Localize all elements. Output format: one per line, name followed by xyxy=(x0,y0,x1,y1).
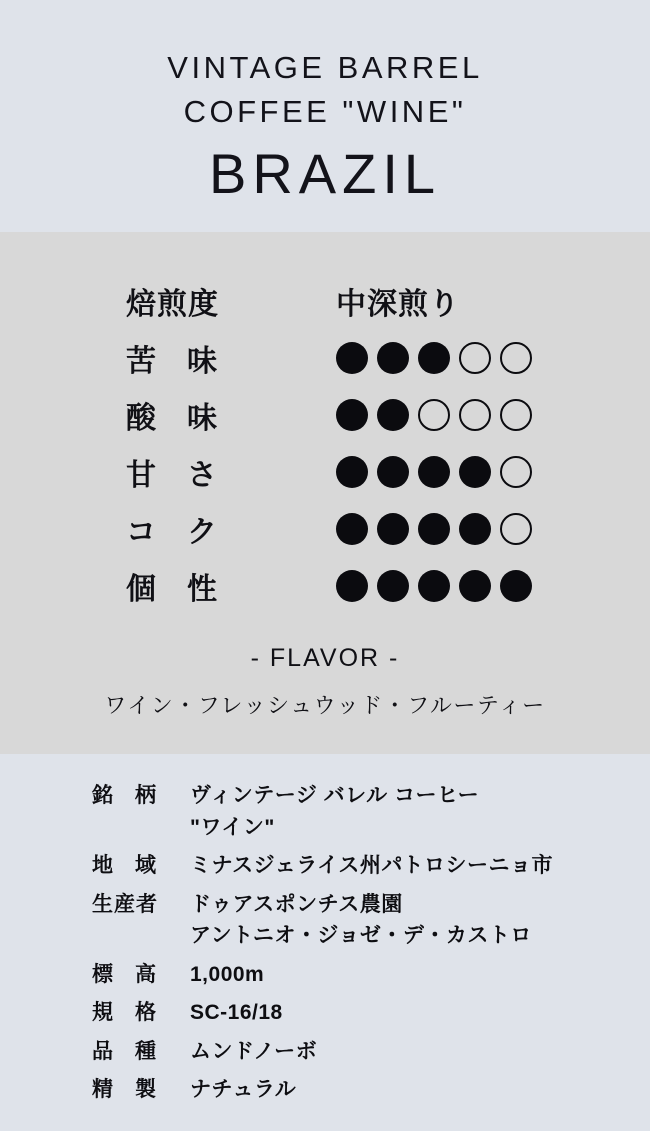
rating-dots xyxy=(336,570,532,602)
rating-dot-filled xyxy=(336,456,368,488)
rating-dot-empty xyxy=(500,513,532,545)
origin-title: BRAZIL xyxy=(208,142,442,206)
spec-label-char-b: 味 xyxy=(187,401,218,435)
detail-row xyxy=(92,1074,553,1113)
spec-rating xyxy=(336,443,532,500)
detail-label xyxy=(92,1036,188,1075)
spec-rating xyxy=(336,386,532,443)
detail-label xyxy=(92,959,188,998)
rating-dot-empty xyxy=(500,399,532,431)
rating-dots xyxy=(336,399,532,431)
spec-label xyxy=(118,557,336,614)
detail-value-line1: 1,000m xyxy=(190,962,265,986)
roast-level-text: 中深煎り xyxy=(336,287,460,321)
details-table xyxy=(92,780,553,1113)
detail-label xyxy=(92,780,188,850)
rating-dot-filled xyxy=(418,513,450,545)
detail-value xyxy=(188,1074,553,1113)
detail-value xyxy=(188,997,553,1036)
rating-dot-filled xyxy=(377,342,409,374)
detail-value-line1: SC-16/18 xyxy=(190,1001,283,1025)
detail-value-line2: アントニオ・ジョゼ・デ・カストロ xyxy=(190,924,532,948)
spec-row xyxy=(118,500,532,557)
detail-label-b: 域 xyxy=(135,854,157,878)
rating-dot-filled xyxy=(377,570,409,602)
details-section xyxy=(0,754,650,1131)
rating-dot-empty xyxy=(500,456,532,488)
rating-dot-filled xyxy=(418,570,450,602)
detail-label-a: 地 xyxy=(92,854,114,878)
product-title-line2: COFFEE "WINE" xyxy=(183,94,467,130)
flavor-notes: ワイン・フレッシュウッド・フルーティー xyxy=(104,693,546,719)
rating-dot-empty xyxy=(418,399,450,431)
rating-dot-filled xyxy=(377,513,409,545)
spec-label-char-a: 個 xyxy=(126,572,157,606)
rating-dot-filled xyxy=(418,456,450,488)
rating-dot-filled xyxy=(418,342,450,374)
detail-label-a: 品 xyxy=(92,1039,114,1063)
detail-row xyxy=(92,780,553,850)
spec-label-char-b: 性 xyxy=(187,572,218,606)
detail-label-a: 銘 xyxy=(92,784,114,808)
detail-value xyxy=(188,959,553,998)
detail-row xyxy=(92,997,553,1036)
rating-dot-filled xyxy=(500,570,532,602)
detail-value xyxy=(188,1036,553,1075)
spec-label xyxy=(118,500,336,557)
spec-panel xyxy=(0,232,650,754)
spec-label-char-a: コ xyxy=(126,515,157,549)
rating-dot-empty xyxy=(459,342,491,374)
rating-dot-filled xyxy=(377,399,409,431)
detail-value-line1: ムンドノーボ xyxy=(190,1039,318,1063)
detail-label-a: 規 xyxy=(92,1001,114,1025)
detail-label xyxy=(92,997,188,1036)
spec-label xyxy=(118,386,336,443)
rating-dot-filled xyxy=(336,399,368,431)
detail-row xyxy=(92,850,553,889)
detail-label-b: 種 xyxy=(135,1039,157,1063)
spec-row xyxy=(118,443,532,500)
spec-row-roast xyxy=(118,272,532,329)
detail-row xyxy=(92,889,553,959)
detail-value-line2: "ワイン" xyxy=(190,815,275,839)
spec-rating xyxy=(336,557,532,614)
detail-label-a: 精 xyxy=(92,1078,114,1102)
detail-row xyxy=(92,959,553,998)
spec-rating xyxy=(336,329,532,386)
detail-value xyxy=(188,889,553,959)
spec-label-char-b: さ xyxy=(187,458,218,492)
detail-row xyxy=(92,1036,553,1075)
detail-value xyxy=(188,780,553,850)
spec-row xyxy=(118,386,532,443)
spec-label xyxy=(118,443,336,500)
rating-dot-filled xyxy=(459,456,491,488)
spec-row xyxy=(118,329,532,386)
rating-dot-filled xyxy=(336,513,368,545)
spec-label-char-b: 味 xyxy=(187,344,218,378)
spec-value-roast xyxy=(336,272,532,329)
rating-dot-empty xyxy=(500,342,532,374)
header xyxy=(0,0,650,232)
spec-table xyxy=(118,272,532,614)
detail-value-line1: ナチュラル xyxy=(190,1078,297,1102)
rating-dot-filled xyxy=(459,513,491,545)
detail-label-a: 標 xyxy=(92,962,114,986)
detail-label-a: 生産者 xyxy=(92,892,158,916)
detail-value-line1: ミナスジェライス州パトロシーニョ市 xyxy=(190,854,553,878)
detail-label-b: 高 xyxy=(135,962,157,986)
spec-label-char-a: 苦 xyxy=(126,344,157,378)
rating-dot-filled xyxy=(336,342,368,374)
detail-value-line1: ドゥアスポンチス農園 xyxy=(190,892,403,916)
rating-dot-filled xyxy=(377,456,409,488)
spec-label-roast: 焙煎度 xyxy=(126,287,219,321)
rating-dots xyxy=(336,456,532,488)
spec-label xyxy=(118,329,336,386)
rating-dot-empty xyxy=(459,399,491,431)
detail-label xyxy=(92,850,188,889)
spec-label-char-a: 酸 xyxy=(126,401,157,435)
detail-value xyxy=(188,850,553,889)
spec-rating xyxy=(336,500,532,557)
detail-label xyxy=(92,1074,188,1113)
detail-label-b: 製 xyxy=(135,1078,157,1102)
product-title-line1: VINTAGE BARREL xyxy=(167,50,483,85)
flavor-heading: - FLAVOR - xyxy=(250,644,400,673)
spec-label-char-a: 甘 xyxy=(126,458,157,492)
spec-label-char-b: ク xyxy=(187,515,218,549)
rating-dot-filled xyxy=(336,570,368,602)
rating-dots xyxy=(336,342,532,374)
rating-dots xyxy=(336,513,532,545)
spec-row xyxy=(118,557,532,614)
rating-dot-filled xyxy=(459,570,491,602)
detail-label-b: 柄 xyxy=(135,784,157,808)
detail-label xyxy=(92,889,188,959)
detail-label-b: 格 xyxy=(135,1001,157,1025)
detail-value-line1: ヴィンテージ バレル コーヒー xyxy=(190,784,480,808)
